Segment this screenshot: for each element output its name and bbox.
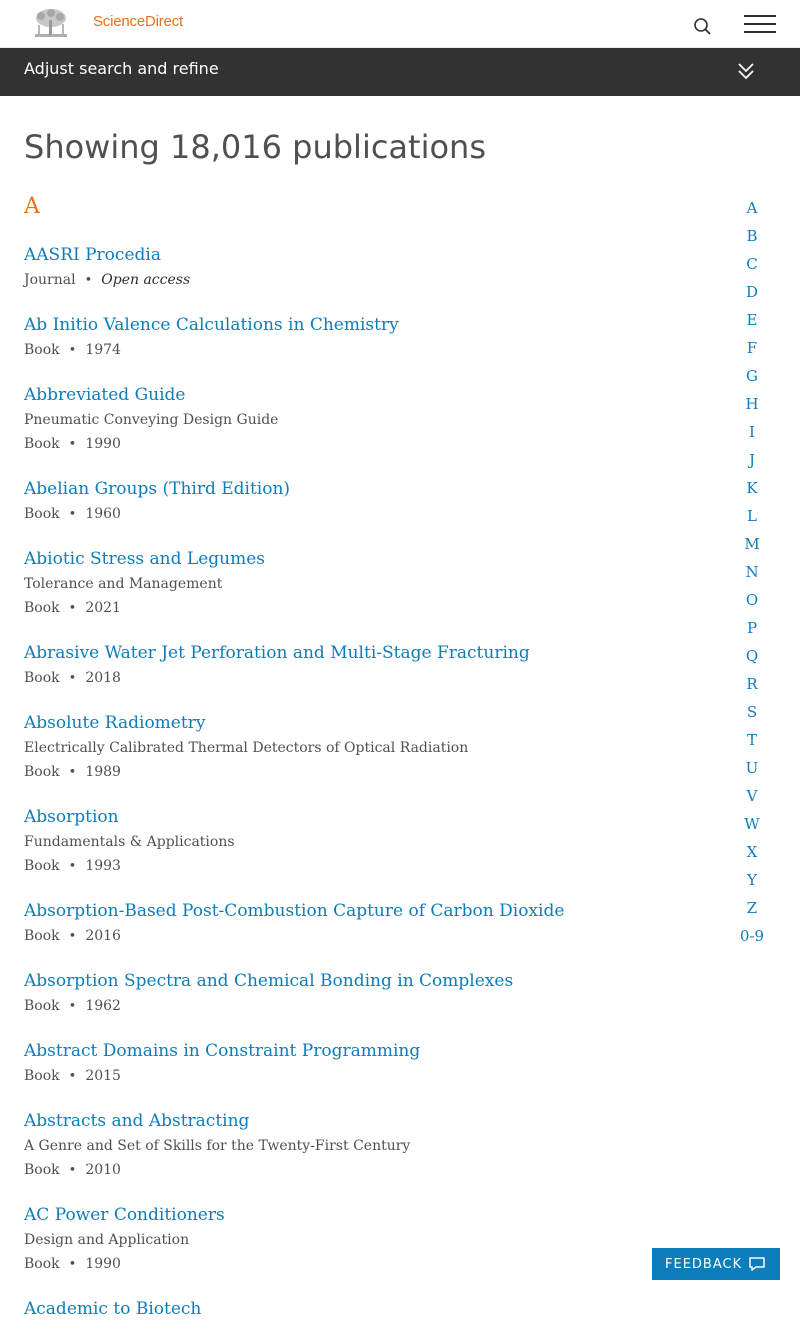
publication-item [24,898,714,949]
publication-meta [24,760,714,785]
publication-title-link[interactable]: Abbreviated Guide [24,385,186,405]
publication-title-link[interactable]: Abstract Domains in Constraint Programming [24,1041,421,1061]
publication-year: 1960 [85,506,121,522]
publication-meta [24,338,714,363]
publication-type: Book [24,506,60,522]
publication-title-link[interactable]: Absorption Spectra and Chemical Bonding in Complexes [24,971,514,991]
alphabet-link-z[interactable]: Z [746,899,758,917]
publication-item [24,312,714,363]
meta-separator-dot: • [68,437,77,452]
publication-type: Book [24,764,60,780]
publication-year: 2016 [85,928,121,944]
elsevier-tree-logo-icon[interactable] [32,8,70,40]
open-access-label: Open access [101,272,191,288]
publication-meta [24,1252,714,1277]
alphabet-link-t[interactable]: T [746,731,757,749]
feedback-button[interactable] [652,1248,780,1280]
publication-item [24,968,714,1019]
meta-separator-dot: • [68,859,77,874]
publication-meta [24,502,714,527]
publication-title-link[interactable]: Ab Initio Valence Calculations in Chemistry [24,315,399,335]
publication-item [24,546,714,621]
publication-item [24,1296,714,1322]
alphabet-link-f[interactable]: F [746,339,758,357]
publication-year: 2018 [85,670,121,686]
publication-item [24,640,714,691]
meta-separator-dot: • [68,1069,77,1084]
publication-meta [24,596,714,621]
publication-item [24,1202,714,1277]
publication-item [24,476,714,527]
alphabet-link-i[interactable]: I [749,423,755,441]
publication-meta [24,1064,714,1089]
feedback-label: FEEDBACK [665,1257,743,1272]
adjust-search-refine-bar[interactable] [0,48,800,96]
publication-type: Book [24,1256,60,1272]
page-title: Showing 18,016 publications [24,128,486,166]
publication-subtitle: Electrically Calibrated Thermal Detectors of Optical Radiation [24,740,469,756]
publication-meta [24,924,714,949]
publication-title-link[interactable]: Absorption [24,807,119,827]
meta-separator-dot: • [68,1257,77,1272]
publication-year: 2021 [85,600,121,616]
publication-meta [24,268,714,293]
alphabet-link-u[interactable]: U [745,759,759,777]
publication-type: Book [24,342,60,358]
publication-meta [24,666,714,691]
alphabet-link-h[interactable]: H [745,395,759,413]
publication-subtitle: Fundamentals & Applications [24,834,235,850]
meta-separator-dot: • [68,999,77,1014]
publication-title-link[interactable]: Abrasive Water Jet Perforation and Multi-Stage Fracturing [24,643,530,663]
publication-subtitle: A Genre and Set of Skills for the Twenty-First Century [24,1138,411,1154]
publication-type: Book [24,1162,60,1178]
meta-separator-dot: • [84,273,93,288]
alphabet-link-p[interactable]: P [746,619,758,637]
section-letter-heading: A [24,194,40,219]
publication-meta [24,432,714,457]
publication-title-link[interactable]: Abstracts and Abstracting [24,1111,250,1131]
publication-subtitle: Pneumatic Conveying Design Guide [24,412,279,428]
publication-title-link[interactable]: AASRI Procedia [24,245,161,265]
alphabet-link-0-9[interactable]: 0-9 [739,927,765,945]
publication-type: Book [24,1068,60,1084]
meta-separator-dot: • [68,343,77,358]
publication-year: 1990 [85,436,121,452]
chat-bubble-icon [748,1256,766,1272]
meta-separator-dot: • [68,601,77,616]
alphabet-link-q[interactable]: Q [745,647,759,665]
publication-type: Book [24,928,60,944]
publication-type: Book [24,436,60,452]
alphabet-link-o[interactable]: O [745,591,759,609]
publication-title-link[interactable]: Absorption-Based Post-Combustion Capture of Carbon Dioxide [24,901,565,921]
publication-item [24,1038,714,1089]
alphabet-link-a[interactable]: A [746,199,758,217]
publication-year: 1974 [85,342,121,358]
alphabet-link-s[interactable]: S [746,703,758,721]
hamburger-menu-icon[interactable] [742,13,778,35]
alphabet-link-c[interactable]: C [746,255,758,273]
alphabet-link-l[interactable]: L [747,507,757,525]
publication-title-link[interactable]: AC Power Conditioners [24,1205,225,1225]
alphabet-link-g[interactable]: G [746,367,758,385]
publication-title-link[interactable]: Absolute Radiometry [24,713,206,733]
publication-year: 2015 [85,1068,121,1084]
alphabet-link-j[interactable]: J [748,451,755,469]
meta-separator-dot: • [68,929,77,944]
publication-year: 1993 [85,858,121,874]
publication-meta [24,854,714,879]
publication-type: Book [24,600,60,616]
search-icon[interactable] [690,14,714,38]
publication-title-link[interactable]: Abiotic Stress and Legumes [24,549,265,569]
alphabet-link-d[interactable]: D [745,283,759,301]
alphabet-link-b[interactable]: B [746,227,758,245]
publication-title-link[interactable]: Abelian Groups (Third Edition) [24,479,291,499]
publication-meta [24,1158,714,1183]
meta-separator-dot: • [68,1163,77,1178]
alphabet-link-x[interactable]: X [746,843,758,861]
publication-subtitle: Tolerance and Management [24,576,223,592]
publication-year: 2010 [85,1162,121,1178]
meta-separator-dot: • [68,765,77,780]
publication-type: Journal [24,272,76,288]
refine-label: Adjust search and refine [24,59,219,78]
alphabet-link-v[interactable]: V [746,787,758,805]
publication-title-link[interactable]: Academic to Biotech [24,1299,202,1319]
meta-separator-dot: • [68,671,77,686]
alphabet-link-k[interactable]: K [746,479,758,497]
alphabet-index-nav [730,194,774,950]
alphabet-link-r[interactable]: R [746,675,758,693]
alphabet-link-y[interactable]: Y [747,871,757,889]
publication-subtitle: Design and Application [24,1232,190,1248]
publication-year: 1990 [85,1256,121,1272]
publication-item [24,710,714,785]
top-header [0,0,800,48]
publication-item [24,804,714,879]
alphabet-link-n[interactable]: N [745,563,759,581]
publication-year: 1989 [85,764,121,780]
brand-name[interactable]: ScienceDirect [93,13,183,30]
meta-separator-dot: • [68,507,77,522]
double-chevron-down-icon[interactable] [734,60,758,82]
alphabet-link-m[interactable]: M [744,535,760,553]
publication-type: Book [24,858,60,874]
publication-item [24,382,714,457]
publication-meta [24,994,714,1019]
publication-item [24,1108,714,1183]
publication-item [24,242,714,293]
alphabet-link-w[interactable]: W [744,815,760,833]
alphabet-link-e[interactable]: E [746,311,758,329]
publication-type: Book [24,998,60,1014]
publication-list [24,242,714,1341]
publication-type: Book [24,670,60,686]
publication-year: 1962 [85,998,121,1014]
